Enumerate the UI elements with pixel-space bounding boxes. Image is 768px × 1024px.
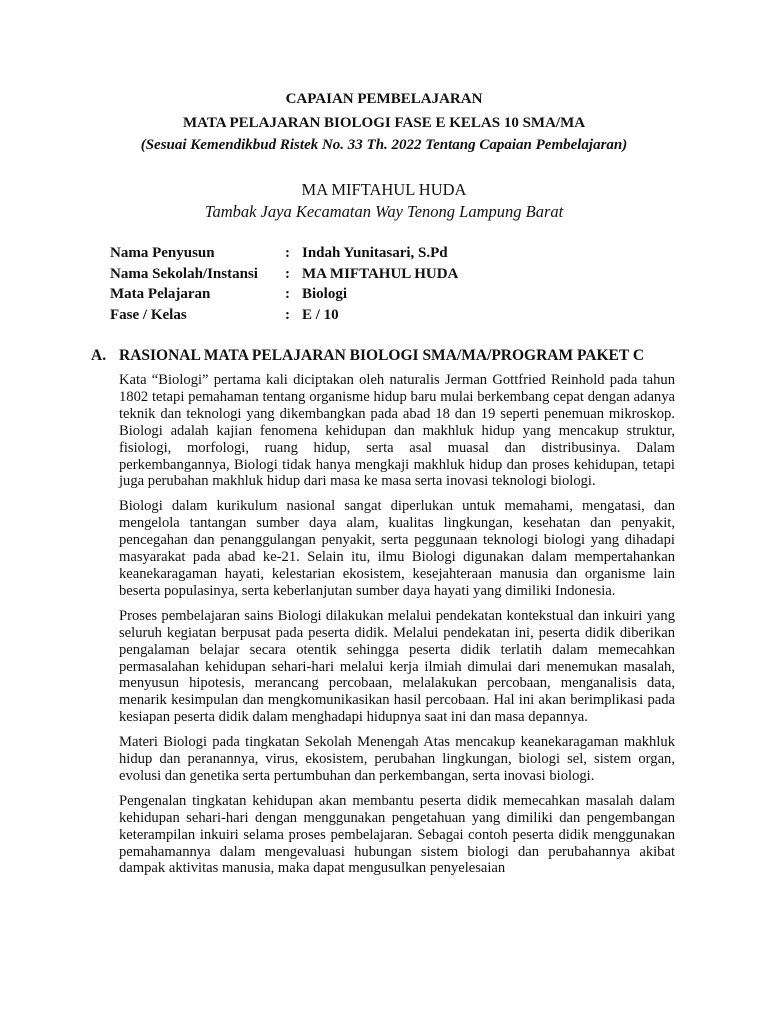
info-row-author [110,245,458,266]
info-colon: : [285,286,290,302]
paragraph: Proses pembelajaran sains Biologi dilakukan melalui pendekatan kontekstual dan inkuiri yang seluruh kegiatan berpusat pada peserta didik. Melalui pendekatan ini, peserta didik diberikan pengalaman belajar secara otentik sehingga peserta didik terlatih dalam memecahkan permasalahan kehidupan sehari-hari melalui kerja ilmiah dimulai dari menemukan masalah, menyusun hipotesis, merancang percobaan, melalakukan percobaan, menganalisis data, menarik kesimpulan dan mengkomunikasikan hasil percobaan. Hal ini akan berimplikasi pada kesiapan peserta didik dalam menghadapi hidupnya saat ini dan masa depannya. [119,607,675,726]
school-address: Tambak Jaya Kecamatan Way Tenong Lampung Barat [204,202,564,221]
section-letter: A. [91,347,107,364]
school-name: MA MIFTAHUL HUDA [301,180,467,199]
info-value: E / 10 [302,306,339,323]
paragraph: Materi Biologi pada tingkatan Sekolah Menengah Atas mencakup keanekaragaman makhluk hidup dan peranannya, virus, ekosistem, perubahan lingkungan, biologi sel, sistem organ, evolusi dan genetika serta pertumbuhan dan perkembangan, serta inovasi biologi. [119,734,675,784]
regulation-reference: (Sesuai Kemendikbud Ristek No. 33 Th. 2022 Tentang Capaian Pembelajaran) [140,137,628,153]
info-value: Biologi [302,286,348,302]
section-heading [91,347,644,365]
info-row-school [110,266,458,287]
info-value: MA MIFTAHUL HUDA [302,265,459,282]
info-label: Nama Sekolah/Instansi [110,265,258,282]
info-label: Mata Pelajaran [110,286,211,302]
info-row-phase [110,307,458,328]
info-label: Fase / Kelas [110,306,187,323]
info-colon: : [285,245,290,261]
paragraph: Kata “Biologi” pertama kali diciptakan oleh naturalis Jerman Gottfried Reinhold pada tahun 1802 tetapi pemahaman tentang organisme hidup baru mulai berkembang cepat dengan adanya teknik dan teknologi yang dikembangkan pada abad 18 dan 19 seperti penemuan mikroskop. Biologi adalah kajian fenomena kehidupan dan makhluk hidup yang mencakup struktur, fisiologi, morfologi, ruang hidup, serta asal muasal dan distribusinya. Dalam perkembangannya, Biologi tidak hanya mengkaji makhluk hidup dan proses kehidupan, tetapi juga perubahan makhluk hidup dari masa ke masa serta inovasi teknologi biologi. [119,372,675,490]
section-title: RASIONAL MATA PELAJARAN BIOLOGI SMA/MA/PROGRAM PAKET C [119,347,645,364]
paragraph: Pengenalan tingkatan kehidupan akan membantu peserta didik memecahkan masalah dalam kehidupan sehari-hari dengan menggunakan pengetahuan yang dimiliki dan pengembangan keterampilan inkuiri selama proses pembelajaran. Sebagai contoh peserta didik menggunakan pemahamannya dalam mengevaluasi hubungan sistem biologi dan perubahannya akibat dampak aktivitas manusia, maka dapat mengusulkan penyelesaian [119,792,675,877]
info-row-subject [110,286,458,307]
info-value: Indah Yunitasari, S.Pd [302,245,448,261]
identity-table [110,245,458,327]
document-title: CAPAIAN PEMBELAJARAN [285,91,483,107]
info-colon: : [285,265,290,282]
document-subtitle: MATA PELAJARAN BIOLOGI FASE E KELAS 10 SMA/MA [182,115,586,131]
info-label: Nama Penyusun [110,245,215,261]
info-colon: : [285,306,290,323]
section-body [119,372,675,885]
paragraph: Biologi dalam kurikulum nasional sangat diperlukan untuk memahami, mengatasi, dan mengelola tantangan sumber daya alam, kualitas lingkungan, kesehatan dan penyakit, pencegahan dan penanggulangan penyakit, serta peggunaan teknologi biologi yang dihadapi masyarakat pada abad ke-21. Selain itu, ilmu Biologi digunakan dalam mempertahankan keanekaragaman hayati, kelestarian ekosistem, kesejahteraan manusia dan organisme lain beserta populasinya, serta keberlanjutan sumber daya hayati yang dimiliki Indonesia. [119,498,675,599]
